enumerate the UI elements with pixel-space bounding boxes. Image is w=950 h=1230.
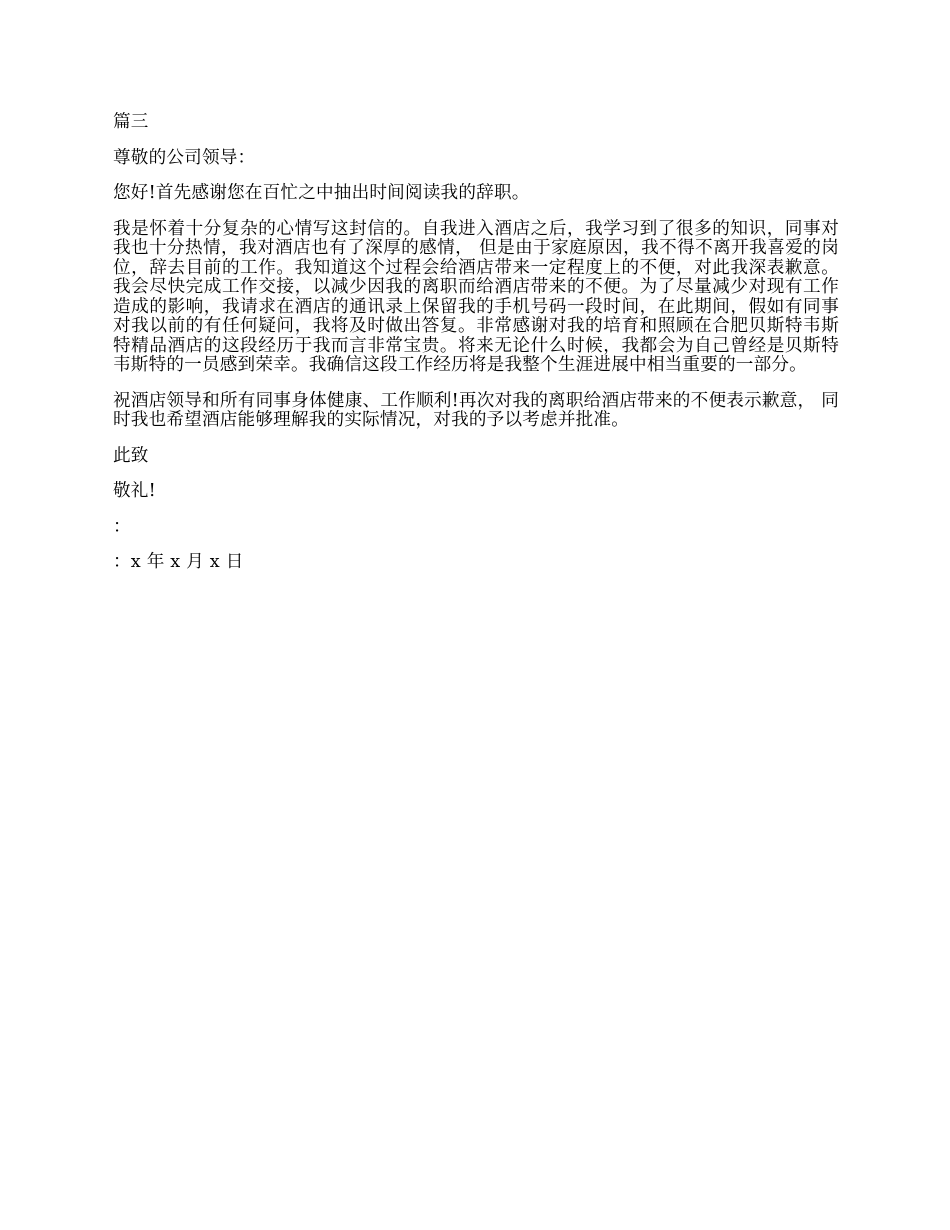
date-line: ：x 年 x 月 x 日	[113, 552, 244, 572]
salutation: 尊敬的公司领导：	[113, 147, 256, 168]
letter-content	[113, 113, 839, 573]
closing-line-2: 敬礼!	[113, 481, 156, 501]
signature-line: ：	[113, 516, 131, 537]
closing-line-1: 此致	[113, 445, 149, 466]
section-title: 篇三	[113, 112, 149, 132]
wishes-paragraph: 祝酒店领导和所有同事身体健康、工作顺利!再次对我的离职给酒店带来的不便表示歉意， 同时我也希望酒店能够理解我的实际情况，对我的予以考虑并批准。	[113, 390, 839, 430]
body-paragraph: 我是怀着十分复杂的心情写这封信的。自我进入酒店之后，我学习到了很多的知识，同事对我也十分热情，我对酒店也有了深厚的感情， 但是由于家庭原因，我不得不离开我喜爱的岗位，辞去目前的工作。我知道这个过程会给酒店带来一定程度上的不便，对此我深表歉意。我会尽快完成工作交接，以减少因我的离职而给酒店带来的不便。为了尽量减少对现有工作造成的影响，我请求在酒店的通讯录上保留我的手机号码一段时间，在此期间，假如有同事对我以前的有任何疑问，我将及时做出答复。非常感谢对我的培育和照顾在合肥贝斯特韦斯特精品酒店的这段经历于我而言非常宝贵。将来无论什么时候，我都会为自己曾经是贝斯特韦斯特的一员感到荣幸。我确信这段工作经历将是我整个生涯进展中相当重要的一部分。	[113, 218, 839, 375]
greeting-paragraph: 您好!首先感谢您在百忙之中抽出时间阅读我的辞职。	[113, 183, 530, 203]
